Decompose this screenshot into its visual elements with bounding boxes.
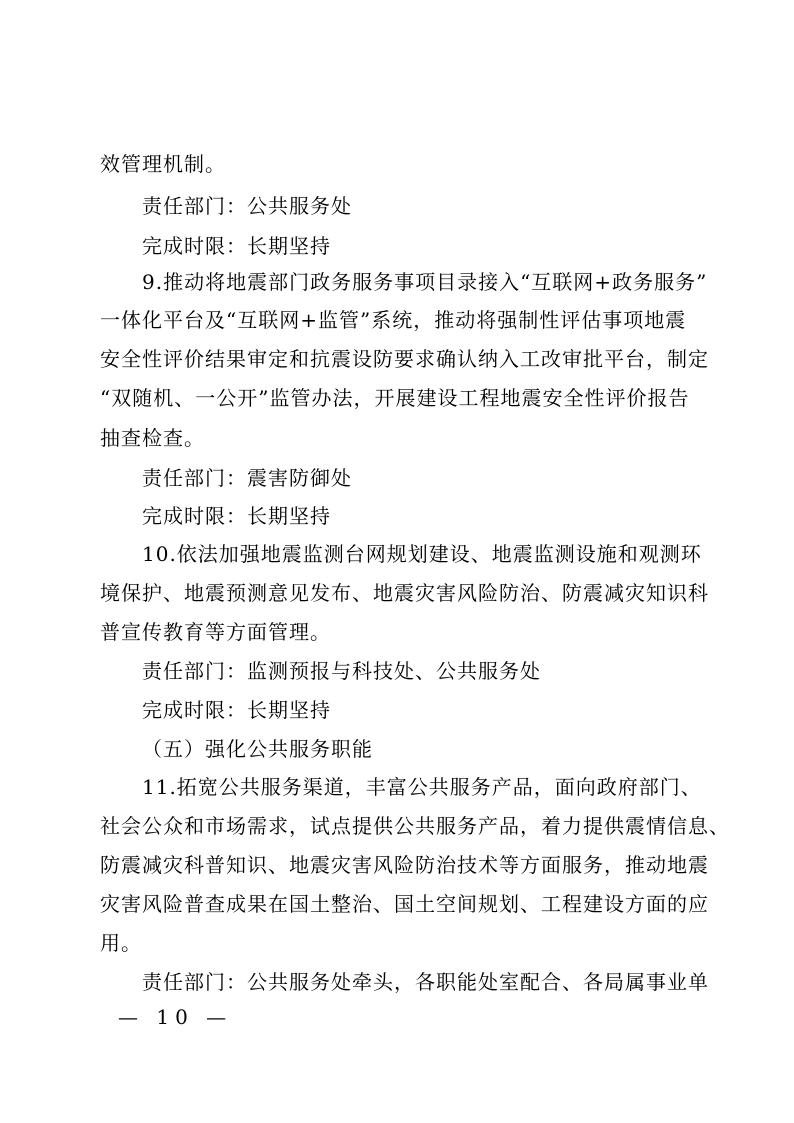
item-10-line: 10.依法加强地震监测台网规划建设、地震监测设施和观测环	[142, 542, 702, 566]
text-line: 安全性评价结果审定和抗震设防要求确认纳入工改审批平台，制定	[100, 347, 709, 371]
text-line: 一体化平台及“互联网+监管”系统，推动将强制性评估事项地震	[100, 308, 687, 332]
item-11-line: 11.拓宽公共服务渠道，丰富公共服务产品，面向政府部门、	[142, 775, 702, 799]
text-line: 抽查检查。	[100, 426, 205, 450]
text-line: 境保护、地震预测意见发布、地震灾害风险防治、防震减灾知识科	[100, 581, 709, 605]
text-line: 用。	[100, 931, 142, 955]
responsible-department-line: 责任部门：震害防御处	[142, 466, 352, 490]
text-line: 灾害风险普查成果在国土整治、国土空间规划、工程建设方面的应	[100, 892, 709, 916]
responsible-department-line: 责任部门：监测预报与科技处、公共服务处	[142, 659, 541, 683]
text-line: 社会公众和市场需求，试点提供公共服务产品，着力提供震情信息、	[100, 814, 730, 838]
item-9-line: 9.推动将地震部门政务服务事项目录接入“互联网+政务服务”	[142, 270, 708, 294]
page-number: — 10 —	[118, 1005, 233, 1029]
deadline-line: 完成时限：长期坚持	[142, 698, 331, 722]
responsible-department-line: 责任部门：公共服务处	[142, 194, 352, 218]
responsible-department-line: 责任部门：公共服务处牵头，各职能处室配合、各局属事业单	[142, 970, 709, 994]
text-line: 普宣传教育等方面管理。	[100, 620, 331, 644]
text-line: 防震减灾科普知识、地震灾害风险防治技术等方面服务，推动地震	[100, 853, 709, 877]
deadline-line: 完成时限：长期坚持	[142, 234, 331, 258]
text-line: 效管理机制。	[100, 152, 226, 176]
deadline-line: 完成时限：长期坚持	[142, 504, 331, 528]
section-heading: （五）强化公共服务职能	[142, 737, 373, 761]
text-line: “双随机、一公开”监管办法，开展建设工程地震安全性评价报告	[100, 386, 690, 410]
